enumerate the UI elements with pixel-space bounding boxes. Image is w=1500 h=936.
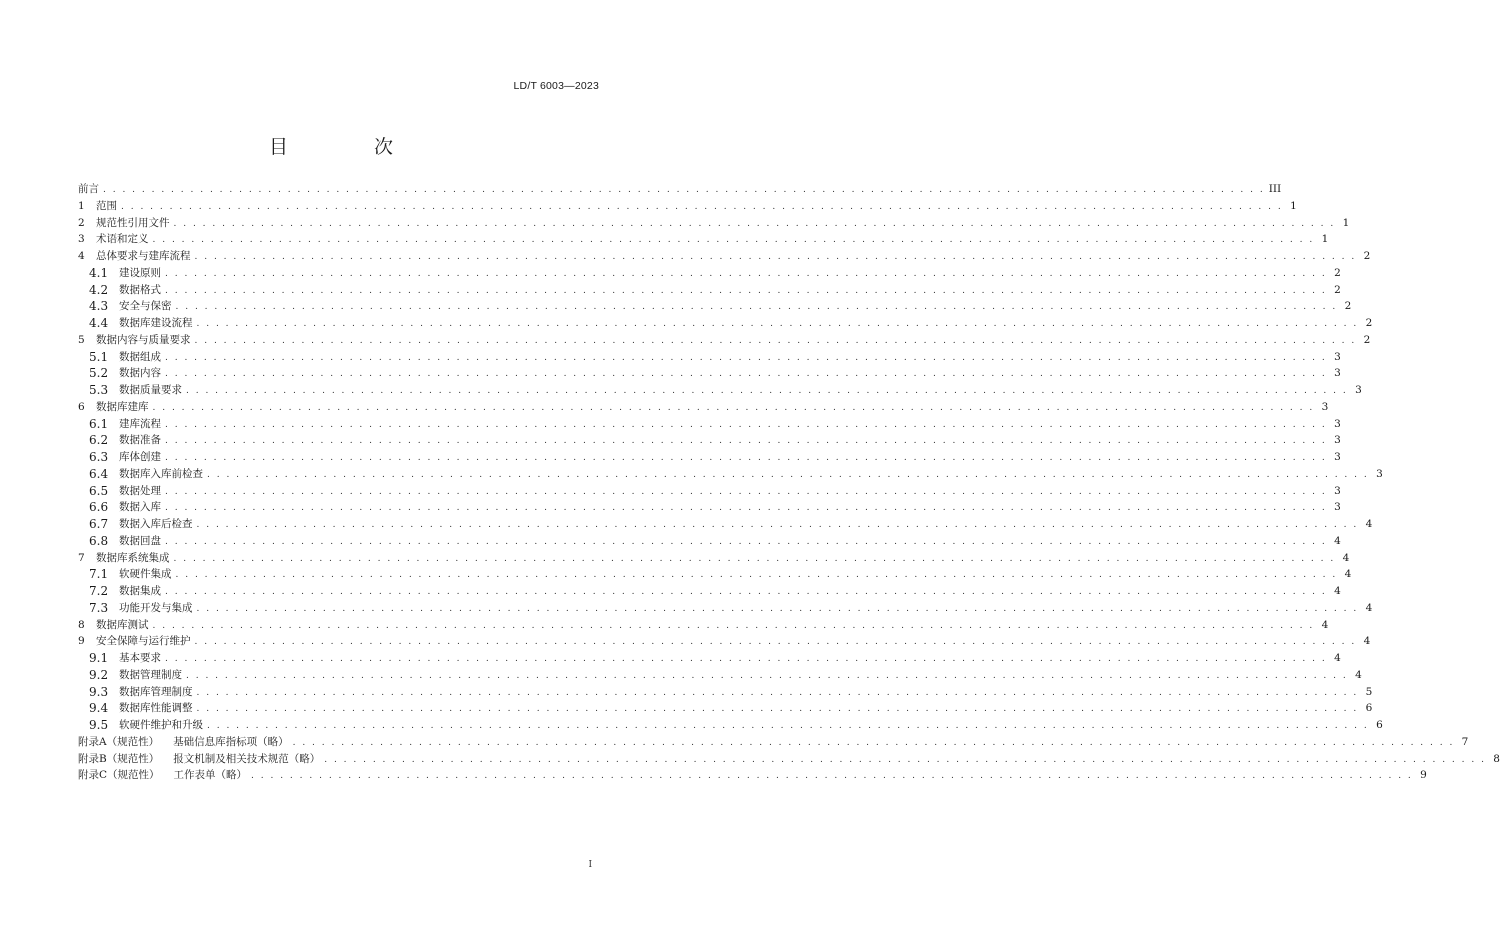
toc-leader-dots: . . . . . . . . . . . . . . . . . . . . . . . . . . . . . . . . . . . . . . . . . . . . . . . . . . . . . . . . . . . . . . . . . . . . . . . . . . . . . . . . . . . . . . . . . . . . . . . . . . . . . . . . . . . . . . . . . . . . . . . . (121, 201, 1283, 212)
toc-leader-dots: . . . . . . . . . . . . . . . . . . . . . . . . . . . . . . . . . . . . . . . . . . . . . . . . . . . . . . . . . . . . . . . . . . . . . . . . . . . . . . . . . . . . . . . . . . . . . . . . . . . . . . . . . . . . . . . . . . . . . . . . (196, 520, 1359, 530)
toc-leader-dots: . . . . . . . . . . . . . . . . . . . . . . . . . . . . . . . . . . . . . . . . . . . . . . . . . . . . . . . . . . . . . . . . . . . . . . . . . . . . . . . . . . . . . . . . . . . . . . . . . . . . . . . . . . . . . . . . . . . . . . . . (292, 737, 1455, 748)
toc-entry-number: 8 (78, 618, 85, 631)
toc-entry-label: 数据库建设流程 (119, 317, 193, 329)
toc-leader-dots: . . . . . . . . . . . . . . . . . . . . . . . . . . . . . . . . . . . . . . . . . . . . . . . . . . . . . . . . . . . . . . . . . . . . . . . . . . . . . . . . . . . . . . . . . . . . . . . . . . . . . . . . . . . . . . . . . . . . . . . . (165, 486, 1327, 497)
toc-entry-page: 3 (1334, 451, 1341, 463)
toc-entry[interactable] (78, 315, 1373, 331)
toc-entry-page: 2 (1334, 266, 1341, 279)
toc-entry[interactable] (78, 734, 1469, 750)
toc-entry[interactable] (78, 215, 1350, 231)
toc-entry-page: 4 (1342, 551, 1350, 564)
toc-entry-number: 4.3 (89, 299, 109, 314)
toc-entry-number: 4 (78, 250, 85, 262)
toc-entry-label: 总体要求与建库流程 (96, 250, 191, 262)
toc-entry-page: 8 (1493, 752, 1500, 765)
toc-entry-label: 数据库管理制度 (119, 685, 193, 698)
toc-entry[interactable] (78, 767, 1427, 783)
toc-entry[interactable] (78, 633, 1371, 649)
toc-entry-number: 7.2 (89, 584, 109, 598)
toc-entry-page: 5 (1365, 685, 1373, 698)
toc-entry-label: 数据库测试 (96, 618, 149, 631)
toc-entry-label: 工作表单（略） (173, 769, 248, 782)
toc-leader-dots: . . . . . . . . . . . . . . . . . . . . . . . . . . . . . . . . . . . . . . . . . . . . . . . . . . . . . . . . . . . . . . . . . . . . . . . . . . . . . . . . . . . . . . . . . . . . . . . . . . . . . . . . . . . . . . . . . . . . . . . . (165, 369, 1327, 380)
toc-entry[interactable] (78, 483, 1341, 499)
toc-leader-dots: . . . . . . . . . . . . . . . . . . . . . . . . . . . . . . . . . . . . . . . . . . . . . . . . . . . . . . . . . . . . . . . . . . . . . . . . . . . . . . . . . . . . . . . . . . . . . . . . . . . . . . . . . . . . . . . . . . . . . . . . (196, 704, 1359, 715)
toc-entry[interactable] (78, 248, 1371, 264)
toc-entry-number: 6 (78, 400, 85, 413)
toc-entry-page: 4 (1355, 668, 1362, 681)
toc-entry-number: 6.4 (89, 466, 109, 481)
toc-entry-number: 5.2 (89, 366, 109, 381)
toc-entry-page: 2 (1363, 250, 1371, 262)
toc-entry-label: 规范性引用文件 (96, 216, 170, 229)
toc-entry[interactable] (78, 516, 1373, 532)
toc-entry-page: 3 (1334, 501, 1341, 514)
toc-leader-dots: . . . . . . . . . . . . . . . . . . . . . . . . . . . . . . . . . . . . . . . . . . . . . . . . . . . . . . . . . . . . . . . . . . . . . . . . . . . . . . . . . . . . . . . . . . . . . . . . . . . . . . . . . . . . . . . . . . . . . . . . (196, 603, 1359, 614)
toc-entry-number: 4.1 (89, 265, 109, 280)
toc-entry-label: 建设原则 (119, 266, 161, 279)
toc-entry-label: 库体创建 (119, 451, 161, 463)
toc-entry-page: 4 (1334, 534, 1341, 547)
toc-entry[interactable] (78, 566, 1352, 582)
toc-entry-label: 基础信息库指标项（略） (173, 735, 289, 748)
toc-entry[interactable] (78, 617, 1329, 633)
toc-entry-page: 9 (1420, 769, 1427, 782)
toc-entry[interactable] (78, 265, 1341, 281)
toc-entry[interactable] (78, 583, 1341, 599)
toc-entry-number: 附录A（规范性） (78, 735, 160, 748)
toc-entry-page: 4 (1365, 518, 1373, 530)
toc-leader-dots: . . . . . . . . . . . . . . . . . . . . . . . . . . . . . . . . . . . . . . . . . . . . . . . . . . . . . . . . . . . . . . . . . . . . . . . . . . . . . . . . . . . . . . . . . . . . . . . . . . . . . . . . . . . . . . . . . . . . . . . . (165, 503, 1327, 514)
toc-entry-number: 9 (78, 635, 85, 648)
toc-entry-number: 5 (78, 333, 85, 346)
toc-entry-page: 3 (1321, 400, 1329, 413)
toc-entry-number: 4.4 (89, 316, 109, 330)
toc-leader-dots: . . . . . . . . . . . . . . . . . . . . . . . . . . . . . . . . . . . . . . . . . . . . . . . . . . . . . . . . . . . . . . . . . . . . . . . . . . . . . . . . . . . . . . . . . . . . . . . . . . . . . . . . . . . . . . . . . . . . . . . . (194, 252, 1357, 262)
toc-entry-label: 安全与保密 (119, 300, 172, 313)
toc-leader-dots: . . . . . . . . . . . . . . . . . . . . . . . . . . . . . . . . . . . . . . . . . . . . . . . . . . . . . . . . . . . . . . . . . . . . . . . . . . . . . . . . . . . . . . . . . . . . . . . . . . . . . . . . . . . . . . . . . . . . . . . . (152, 402, 1315, 413)
toc-entry-label: 数据入库 (119, 501, 161, 514)
toc-entry[interactable] (78, 198, 1297, 214)
toc-entry-number: 1 (78, 199, 85, 212)
toc-leader-dots: . . . . . . . . . . . . . . . . . . . . . . . . . . . . . . . . . . . . . . . . . . . . . . . . . . . . . . . . . . . . . . . . . . . . . . . . . . . . . . . . . . . . . . . . . . . . . . . . . . . . . . . . . . . . . . . . . . . . . . . . (165, 453, 1327, 463)
toc-entry[interactable] (78, 349, 1341, 365)
toc-entry-label: 数据管理制度 (119, 668, 182, 681)
toc-entry-page: III (1268, 183, 1282, 195)
toc-entry-label: 软硬件维护和升级 (119, 719, 203, 731)
toc-entry-label: 建库流程 (119, 417, 161, 430)
toc-leader-dots: . . . . . . . . . . . . . . . . . . . . . . . . . . . . . . . . . . . . . . . . . . . . . . . . . . . . . . . . . . . . . . . . . . . . . . . . . . . . . . . . . . . . . . . . . . . . . . . . . . . . . . . . . . . . . . . . . . . . . . . . (165, 419, 1327, 430)
toc-entry-label: 数据库性能调整 (119, 702, 193, 715)
toc-entry-number: 6.3 (89, 450, 109, 464)
toc-entry-label: 数据内容 (119, 367, 161, 380)
toc-entry-page: 4 (1321, 618, 1329, 631)
toc-entry-number: 9.4 (89, 701, 109, 716)
toc-entry[interactable] (78, 600, 1373, 616)
page-number: I (588, 860, 592, 870)
toc-entry-page: 6 (1376, 719, 1383, 731)
toc-entry-page: 1 (1342, 216, 1350, 229)
toc-entry-number: 6.1 (89, 416, 109, 431)
toc-leader-dots: . . . . . . . . . . . . . . . . . . . . . . . . . . . . . . . . . . . . . . . . . . . . . . . . . . . . . . . . . . . . . . . . . . . . . . . . . . . . . . . . . . . . . . . . . . . . . . . . . . . . . . . . . . . . . . . . . . . . . . . . (165, 536, 1327, 547)
toc-leader-dots: . . . . . . . . . . . . . . . . . . . . . . . . . . . . . . . . . . . . . . . . . . . . . . . . . . . . . . . . . . . . . . . . . . . . . . . . . . . . . . . . . . . . . . . . . . . . . . . . . . . . . . . . . . . . . . . . . . . . . . . . (152, 620, 1315, 631)
toc-leader-dots: . . . . . . . . . . . . . . . . . . . . . . . . . . . . . . . . . . . . . . . . . . . . . . . . . . . . . . . . . . . . . . . . . . . . . . . . . . . . . . . . . . . . . . . . . . . . . . . . . . . . . . . . . . . . . . . . . . . . . . . . (165, 654, 1327, 664)
toc-entry-number: 7 (78, 551, 85, 564)
toc-entry-number: 3 (78, 233, 85, 246)
toc-leader-dots: . . . . . . . . . . . . . . . . . . . . . . . . . . . . . . . . . . . . . . . . . . . . . . . . . . . . . . . . . . . . . . . . . . . . . . . . . . . . . . . . . . . . . . . . . . . . . . . . . . . . . . . . . . . . . . . . . . . . . . . . (175, 570, 1338, 581)
toc-leader-dots: . . . . . . . . . . . . . . . . . . . . . . . . . . . . . . . . . . . . . . . . . . . . . . . . . . . . . . . . . . . . . . . . . . . . . . . . . . . . . . . . . . . . . . . . . . . . . . . . . . . . . . . . . . . . . . . . . . . . . . . . (173, 553, 1336, 564)
toc-entry[interactable] (78, 181, 1282, 197)
toc-entry[interactable] (78, 700, 1373, 716)
toc-entry-label: 数据组成 (119, 350, 161, 363)
toc-entry-label: 数据库系统集成 (96, 551, 170, 564)
toc-entry[interactable] (78, 449, 1341, 465)
toc-entry-page: 3 (1334, 367, 1341, 380)
toc-entry-page: 4 (1365, 601, 1373, 614)
toc-entry[interactable] (78, 332, 1371, 348)
toc-entry[interactable] (78, 550, 1350, 566)
toc-entry-label: 基本要求 (119, 652, 161, 664)
toc-entry-label: 数据库入库前检查 (119, 467, 203, 480)
toc-entry-page: 6 (1365, 702, 1373, 715)
toc-entry-page: 2 (1365, 317, 1373, 329)
toc-leader-dots: . . . . . . . . . . . . . . . . . . . . . . . . . . . . . . . . . . . . . . . . . . . . . . . . . . . . . . . . . . . . . . . . . . . . . . . . . . . . . . . . . . . . . . . . . . . . . . . . . . . . . . . . . . . . . . . . . . . . . . . . (175, 302, 1338, 313)
toc-entry-number: 附录C（规范性） (78, 769, 160, 782)
toc-entry[interactable] (78, 717, 1383, 733)
toc-entry[interactable] (78, 432, 1341, 448)
toc-leader-dots: . . . . . . . . . . . . . . . . . . . . . . . . . . . . . . . . . . . . . . . . . . . . . . . . . . . . . . . . . . . . . . . . . . . . . . . . . . . . . . . . . . . . . . . . . . . . . . . . . . . . . . . . . . . . . . . . . . . . . . . . (194, 637, 1357, 648)
toc-leader-dots: . . . . . . . . . . . . . . . . . . . . . . . . . . . . . . . . . . . . . . . . . . . . . . . . . . . . . . . . . . . . . . . . . . . . . . . . . . . . . . . . . . . . . . . . . . . . . . . . . . . . . . . . . . . . . . . . . . . . . . . . (165, 587, 1327, 597)
toc-entry-page: 4 (1363, 635, 1371, 648)
toc-entry-number: 6.7 (89, 517, 109, 531)
toc-leader-dots: . . . . . . . . . . . . . . . . . . . . . . . . . . . . . . . . . . . . . . . . . . . . . . . . . . . . . . . . . . . . . . . . . . . . . . . . . . . . . . . . . . . . . . . . . . . . . . . . . . . . . . . . . . . . . . . . . . . . . . . . (165, 285, 1327, 296)
toc-entry-label: 数据准备 (119, 434, 161, 447)
toc-entry[interactable] (78, 684, 1373, 700)
toc-entry-number: 附录B（规范性） (78, 752, 160, 765)
toc-entry-page: 3 (1376, 467, 1383, 480)
toc-entry-label: 范围 (96, 199, 117, 212)
toc-leader-dots: . . . . . . . . . . . . . . . . . . . . . . . . . . . . . . . . . . . . . . . . . . . . . . . . . . . . . . . . . . . . . . . . . . . . . . . . . . . . . . . . . . . . . . . . . . . . . . . . . . . . . . . . . . . . . . . . . . . . . . . . (194, 335, 1357, 346)
toc-entry[interactable] (78, 533, 1341, 549)
toc-entry-label: 数据回盘 (119, 534, 161, 547)
toc-leader-dots: . . . . . . . . . . . . . . . . . . . . . . . . . . . . . . . . . . . . . . . . . . . . . . . . . . . . . . . . . . . . . . . . . . . . . . . . . . . . . . . . . . . . . . . . . . . . . . . . . . . . . . . . . . . . . . . . . . . . . . . . (103, 185, 1265, 195)
toc-entry-number: 4.2 (89, 282, 109, 297)
toc-entry-page: 2 (1363, 333, 1371, 346)
toc-entry-page: 7 (1461, 735, 1469, 748)
toc-entry-number: 6.8 (89, 533, 109, 548)
toc-entry-label: 报文机制及相关技术规范（略） (173, 752, 321, 765)
toc-entry-number: 6.2 (89, 433, 109, 448)
toc-entry-label: 软硬件集成 (119, 568, 172, 581)
toc-entry[interactable] (78, 499, 1341, 515)
toc-entry-number: 5.1 (89, 349, 109, 364)
toc-entry-label: 数据格式 (119, 283, 161, 296)
toc-entry-page: 3 (1334, 434, 1341, 447)
toc-entry-number: 7.3 (89, 600, 109, 615)
toc-entry-number: 9.1 (89, 651, 109, 665)
toc-leader-dots: . . . . . . . . . . . . . . . . . . . . . . . . . . . . . . . . . . . . . . . . . . . . . . . . . . . . . . . . . . . . . . . . . . . . . . . . . . . . . . . . . . . . . . . . . . . . . . . . . . . . . . . . . . . . . . . . . . . . . . . . (324, 754, 1486, 765)
toc-leader-dots: . . . . . . . . . . . . . . . . . . . . . . . . . . . . . . . . . . . . . . . . . . . . . . . . . . . . . . . . . . . . . . . . . . . . . . . . . . . . . . . . . . . . . . . . . . . . . . . . . . . . . . . . . . . . . . . . . . . . . . . . (207, 469, 1369, 480)
toc-entry-number: 6.6 (89, 500, 109, 515)
toc-entry-number: 9.5 (89, 718, 109, 732)
toc-entry-page: 4 (1334, 652, 1341, 664)
toc-leader-dots: . . . . . . . . . . . . . . . . . . . . . . . . . . . . . . . . . . . . . . . . . . . . . . . . . . . . . . . . . . . . . . . . . . . . . . . . . . . . . . . . . . . . . . . . . . . . . . . . . . . . . . . . . . . . . . . . . . . . . . . . (196, 319, 1359, 329)
toc-entry-label: 数据集成 (119, 585, 161, 597)
toc-entry-label: 安全保障与运行维护 (96, 635, 191, 648)
toc-leader-dots: . . . . . . . . . . . . . . . . . . . . . . . . . . . . . . . . . . . . . . . . . . . . . . . . . . . . . . . . . . . . . . . . . . . . . . . . . . . . . . . . . . . . . . . . . . . . . . . . . . . . . . . . . . . . . . . . . . . . . . . . (173, 218, 1336, 229)
toc-entry-page: 2 (1334, 283, 1341, 296)
toc-leader-dots: . . . . . . . . . . . . . . . . . . . . . . . . . . . . . . . . . . . . . . . . . . . . . . . . . . . . . . . . . . . . . . . . . . . . . . . . . . . . . . . . . . . . . . . . . . . . . . . . . . . . . . . . . . . . . . . . . . . . . . . . (186, 386, 1348, 396)
table-of-contents (78, 0, 1500, 936)
toc-leader-dots: . . . . . . . . . . . . . . . . . . . . . . . . . . . . . . . . . . . . . . . . . . . . . . . . . . . . . . . . . . . . . . . . . . . . . . . . . . . . . . . . . . . . . . . . . . . . . . . . . . . . . . . . . . . . . . . . . . . . . . . . (165, 268, 1327, 279)
toc-leader-dots: . . . . . . . . . . . . . . . . . . . . . . . . . . . . . . . . . . . . . . . . . . . . . . . . . . . . . . . . . . . . . . . . . . . . . . . . . . . . . . . . . . . . . . . . . . . . . . . . . . . . . . . . . . . . . . . . . . . . . . . . (251, 771, 1413, 782)
toc-entry[interactable] (78, 282, 1341, 298)
toc-entry-page: 4 (1334, 585, 1341, 597)
toc-entry-label: 术语和定义 (96, 233, 149, 246)
toc-entry[interactable] (78, 399, 1329, 415)
toc-entry-page: 1 (1321, 233, 1329, 246)
toc-entry-label: 数据入库后检查 (119, 518, 193, 530)
toc-entry-page: 2 (1344, 300, 1352, 313)
toc-entry-label: 数据内容与质量要求 (96, 333, 191, 346)
toc-entry-page: 1 (1290, 199, 1297, 212)
toc-leader-dots: . . . . . . . . . . . . . . . . . . . . . . . . . . . . . . . . . . . . . . . . . . . . . . . . . . . . . . . . . . . . . . . . . . . . . . . . . . . . . . . . . . . . . . . . . . . . . . . . . . . . . . . . . . . . . . . . . . . . . . . . (196, 687, 1359, 698)
toc-entry-page: 3 (1334, 484, 1341, 497)
toc-leader-dots: . . . . . . . . . . . . . . . . . . . . . . . . . . . . . . . . . . . . . . . . . . . . . . . . . . . . . . . . . . . . . . . . . . . . . . . . . . . . . . . . . . . . . . . . . . . . . . . . . . . . . . . . . . . . . . . . . . . . . . . . (152, 235, 1315, 246)
toc-leader-dots: . . . . . . . . . . . . . . . . . . . . . . . . . . . . . . . . . . . . . . . . . . . . . . . . . . . . . . . . . . . . . . . . . . . . . . . . . . . . . . . . . . . . . . . . . . . . . . . . . . . . . . . . . . . . . . . . . . . . . . . . (186, 670, 1348, 681)
toc-entry[interactable] (78, 416, 1341, 432)
toc-entry[interactable] (78, 667, 1362, 683)
toc-entry-number: 9.2 (89, 667, 109, 682)
toc-entry-page: 4 (1344, 568, 1352, 581)
toc-entry-number: 7.1 (89, 567, 109, 582)
toc-entry[interactable] (78, 298, 1352, 314)
toc-entry[interactable] (78, 650, 1341, 666)
toc-entry-page: 3 (1355, 384, 1362, 396)
toc-entry-number: 9.3 (89, 684, 109, 699)
toc-entry-label: 前言 (78, 183, 99, 195)
toc-entry[interactable] (78, 231, 1329, 247)
document-code: LD/T 6003—2023 (513, 80, 599, 92)
toc-entry-number: 6.5 (89, 483, 109, 498)
toc-entry-number: 5.3 (89, 383, 109, 397)
toc-leader-dots: . . . . . . . . . . . . . . . . . . . . . . . . . . . . . . . . . . . . . . . . . . . . . . . . . . . . . . . . . . . . . . . . . . . . . . . . . . . . . . . . . . . . . . . . . . . . . . . . . . . . . . . . . . . . . . . . . . . . . . . . (165, 436, 1327, 447)
toc-entry-label: 功能开发与集成 (119, 601, 193, 614)
toc-entry[interactable] (78, 382, 1362, 398)
toc-entry-label: 数据处理 (119, 484, 161, 497)
toc-entry-page: 3 (1334, 350, 1341, 363)
toc-entry-label: 数据库建库 (96, 400, 149, 413)
toc-entry-label: 数据质量要求 (119, 384, 182, 396)
page-title: 目 次 (268, 136, 434, 158)
toc-entry[interactable] (78, 365, 1341, 381)
toc-entry-number: 2 (78, 216, 85, 229)
toc-entry[interactable] (78, 466, 1383, 482)
toc-leader-dots: . . . . . . . . . . . . . . . . . . . . . . . . . . . . . . . . . . . . . . . . . . . . . . . . . . . . . . . . . . . . . . . . . . . . . . . . . . . . . . . . . . . . . . . . . . . . . . . . . . . . . . . . . . . . . . . . . . . . . . . . (165, 352, 1327, 363)
toc-entry[interactable] (78, 751, 1500, 767)
toc-leader-dots: . . . . . . . . . . . . . . . . . . . . . . . . . . . . . . . . . . . . . . . . . . . . . . . . . . . . . . . . . . . . . . . . . . . . . . . . . . . . . . . . . . . . . . . . . . . . . . . . . . . . . . . . . . . . . . . . . . . . . . . . (207, 721, 1369, 731)
toc-entry-page: 3 (1334, 417, 1341, 430)
